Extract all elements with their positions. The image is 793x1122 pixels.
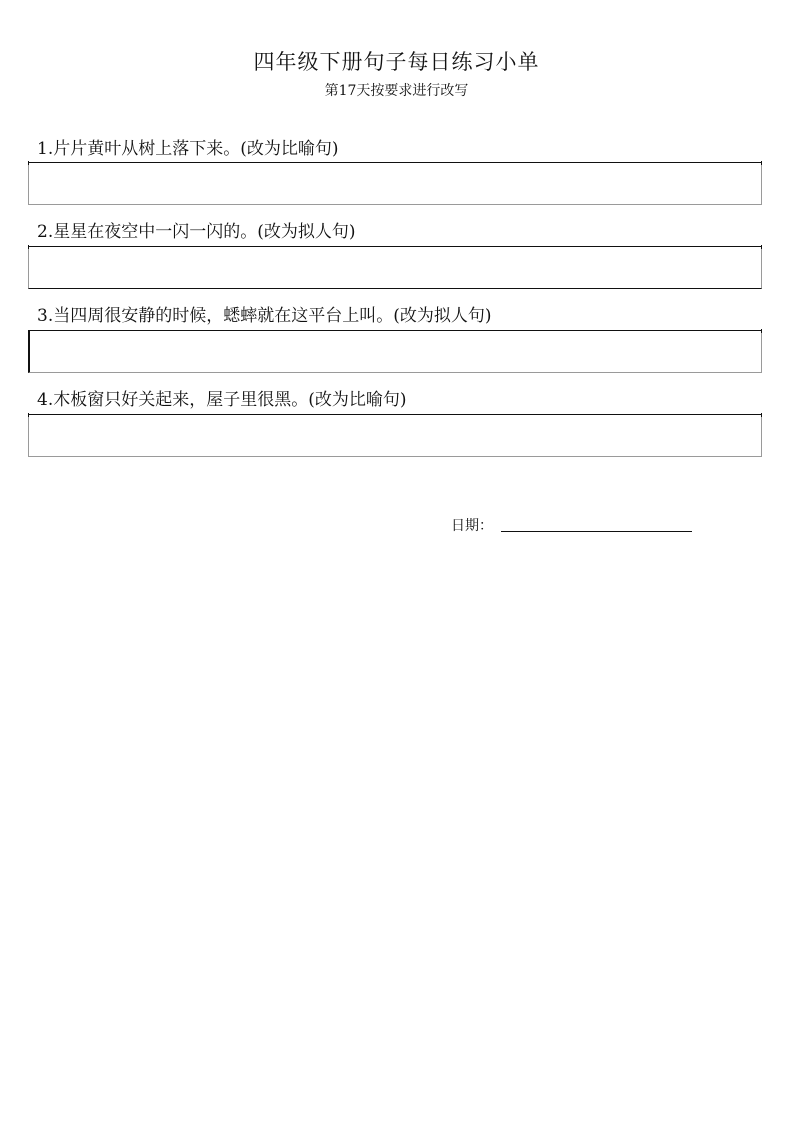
question-sentence: 片片黄叶从树上落下来。 [53,139,241,159]
question-instruction: (改为拟人句) [257,222,356,242]
question-2 [37,217,356,242]
question-4 [37,385,407,410]
page-title: 四年级下册句子每日练习小单 [253,50,540,74]
answer-box-2[interactable] [28,246,762,289]
answer-box-3[interactable] [28,330,762,373]
question-instruction: (改为拟人句) [393,306,492,326]
date-field[interactable] [501,531,692,532]
question-instruction: (改为比喻句) [308,390,407,410]
question-number: 2. [37,222,54,242]
date-label: 日期： [451,518,493,534]
page-subtitle: 第17天按要求进行改写 [324,83,469,99]
question-number: 3. [37,306,54,326]
question-sentence: 当四周很安静的时候，蟋蟀就在这平台上叫。 [53,306,394,326]
question-3 [37,301,492,326]
question-instruction: (改为比喻句) [240,139,339,159]
answer-box-4[interactable] [28,414,762,457]
question-number: 1. [37,139,54,159]
question-number: 4. [37,390,54,410]
question-sentence: 木板窗只好关起来，屋子里很黑。 [53,390,309,410]
answer-box-1[interactable] [28,162,762,205]
question-sentence: 星星在夜空中一闪一闪的。 [53,222,258,242]
question-1 [37,134,339,159]
